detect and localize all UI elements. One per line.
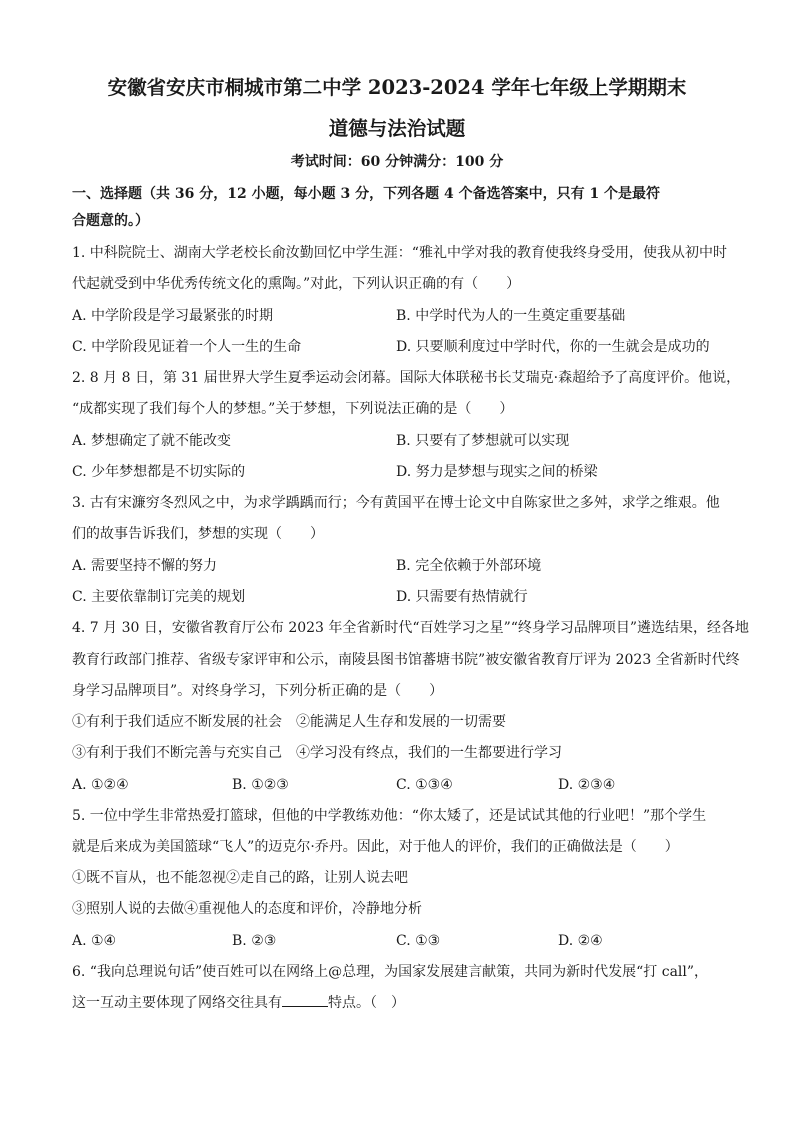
- q2-stem-line1: 2. 8 月 8 日，第 31 届世界大学生夏季运动会闭幕。国际大体联秘书长艾瑞克·森超给予了高度评价。他说，: [72, 370, 741, 386]
- q5-option-c: C. ①③: [396, 933, 441, 949]
- q5-stem-line2: 就是后来成为美国篮球“飞人”的迈克尔·乔丹。因此，对于他人的评价，我们的正确做法是（ ）: [72, 839, 679, 855]
- exam-info: 考试时间：60 分钟满分：100 分: [290, 154, 504, 170]
- q2-option-d: D. 努力是梦想与现实之间的桥梁: [396, 464, 598, 480]
- q2-option-c: C. 少年梦想都是不切实际的: [72, 464, 246, 480]
- q4-stem-line3: 身学习品牌项目”。对终身学习，下列分析正确的是（ ）: [72, 683, 444, 699]
- exam-title-line2: 道德与法治试题: [328, 117, 466, 140]
- q6-stem-line2: [72, 993, 732, 1013]
- section1-heading-line2: 合题意的。）: [72, 213, 149, 229]
- q6-stem-line2-after: 特点。（ ）: [328, 995, 405, 1011]
- answer-blank: [282, 994, 328, 1007]
- q4-option-d: D. ②③④: [558, 777, 616, 793]
- q1-option-c: C. 中学阶段见证着一个人一生的生命: [72, 339, 302, 355]
- q1-stem-line2: 代起就受到中华优秀传统文化的熏陶。”对此，下列认识正确的有（ ）: [72, 276, 521, 292]
- q5-statement-line2: ③照别人说的去做④重视他人的态度和评价，冷静地分析: [72, 901, 422, 917]
- q4-option-c: C. ①③④: [396, 777, 453, 793]
- q3-stem-line2: 们的故事告诉我们，梦想的实现（ ）: [72, 526, 324, 542]
- q3-option-a: A. 需要坚持不懈的努力: [72, 558, 218, 574]
- q1-option-b: B. 中学时代为人的一生奠定重要基础: [396, 308, 626, 324]
- q5-option-d: D. ②④: [558, 933, 603, 949]
- q3-option-b: B. 完全依赖于外部环境: [396, 558, 542, 574]
- q4-stem-line1: 4. 7 月 30 日，安徽省教育厅公布 2023 年全省新时代“百姓学习之星”“终身学习品牌项目”遴选结果，经各地: [72, 620, 750, 636]
- q2-option-b: B. 只要有了梦想就可以实现: [396, 433, 570, 449]
- q4-stem-line2: 教育行政部门推荐、省级专家评审和公示，南陵县图书馆蕃塘书院”被安徽省教育厅评为 2023 全省新时代终: [72, 652, 740, 668]
- q4-statement-line2: ③有利于我们不断完善与充实自己 ④学习没有终点，我们的一生都要进行学习: [72, 745, 562, 761]
- q3-stem-line1: 3. 古有宋濂穷冬烈风之中，为求学踽踽而行；今有黄国平在博士论文中自陈家世之多舛，求学之维艰。他: [72, 495, 720, 511]
- q4-option-b: B. ①②③: [232, 777, 289, 793]
- q2-stem-line2: “成都实现了我们每个人的梦想。”关于梦想，下列说法正确的是（ ）: [72, 401, 514, 417]
- q3-option-c: C. 主要依靠制订完美的规划: [72, 589, 246, 605]
- q4-option-a: A. ①②④: [72, 777, 129, 793]
- q6-stem-line2-before: 这一互动主要体现了网络交往具有: [72, 995, 282, 1011]
- q5-option-b: B. ②③: [232, 933, 277, 949]
- q1-option-a: A. 中学阶段是学习最紧张的时期: [72, 308, 274, 324]
- q1-option-d: D. 只要顺利度过中学时代，你的一生就会是成功的: [396, 339, 710, 355]
- q6-stem-line1: 6. “我向总理说句话”使百姓可以在网络上@总理，为国家发展建言献策，共同为新时代发展“打 call”，: [72, 964, 709, 980]
- q5-stem-line1: 5. 一位中学生非常热爱打篮球，但他的中学教练劝他：“你太矮了，还是试试其他的行业吧！”那个学生: [72, 808, 707, 824]
- q3-option-d: D. 只需要有热情就行: [396, 589, 528, 605]
- exam-title-line1: 安徽省安庆市桐城市第二中学 2023-2024 学年七年级上学期期末: [107, 76, 687, 99]
- q1-stem-line1: 1. 中科院院士、湖南大学老校长俞汝勤回忆中学生涯：“雅礼中学对我的教育使我终身受用，使我从初中时: [72, 245, 727, 261]
- q5-statement-line1: ①既不盲从，也不能忽视②走自己的路，让别人说去吧: [72, 870, 408, 886]
- q2-option-a: A. 梦想确定了就不能改变: [72, 433, 232, 449]
- q5-option-a: A. ①④: [72, 933, 117, 949]
- section1-heading-line1: 一、选择题（共 36 分，12 小题，每小题 3 分，下列各题 4 个备选答案中，只有 1 个是最符: [72, 186, 661, 202]
- q4-statement-line1: ①有利于我们适应不断发展的社会 ②能满足人生存和发展的一切需要: [72, 714, 506, 730]
